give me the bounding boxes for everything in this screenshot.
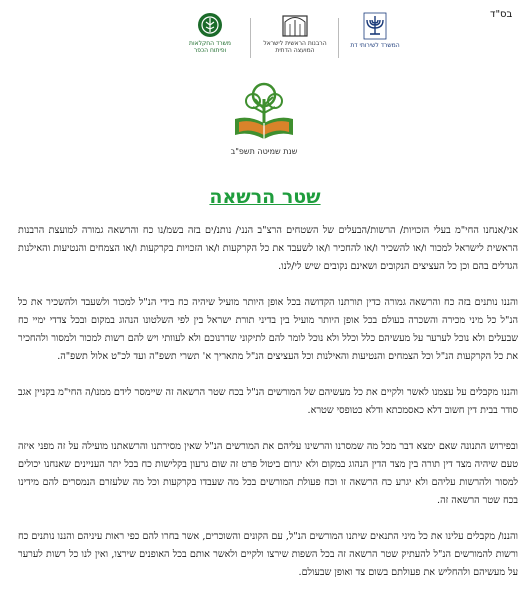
paragraph-5: והננו/ מקבלים עלינו את כל מיני התנאים שיתנו המורשים הנ"ל, עם הקונים והשוכרים, אשר בחרו להם כפי ראות עיניהם והננו נותנים כח ורשות להמורשים הנ"ל להעתיק שטר הרשאה זה בכל השפות שירצו ולקיים ולאשר אותם בכל האופנים שירצו, ואין לנו כל רשות לערער על מעשיהם ולהחליש את פעולתם בשום צד ואופן שבעולם. [18, 531, 518, 578]
document-title: שטר הרשאה [209, 186, 321, 208]
religion-caption: המשרד לשירותי דת [350, 42, 400, 49]
document-body [18, 222, 518, 600]
rabbinate-emblem-icon [280, 12, 310, 38]
shmita-caption: שנת שמיטה תשפ"ב [230, 147, 298, 156]
rabbinate-caption-line-1: הרבנות הראשית לישראל [263, 40, 327, 47]
paragraph-2: והננו נותנים בזה כח והרשאה גמורה כדין תורתנו הקדושה בכל אופן היותר מועיל שיהיה כח בידי הנ"ל למכור ולשעבד ולהשכיר את כל הנ"ל כל מיני מכירה והשכרה בעולם בכל אופן היותר מועיל בין בדיני תורת ישראל בין לפי השלטונו הנהוג במקום ובכל צדדי ימיי כח שבעלים ולא נוכל לערער על מעשיהם כלל וכלל ולא נוכל לומר להם לתיקוני שדרנוכם ולא לעוותי ויש להם רשות למכור ולמסור ולהחכיר את כל הקרקעות הנ"ל וכל הצמחים והנטיעות והאילנות וכל העציצים הנ"ל מתאריך א' תשרי תשפ"ה ועד לכ"ט אלול תשפ"ה. [18, 297, 518, 362]
chief-rabbinate-logo [260, 12, 330, 54]
bsd-mark: בס"ד [490, 9, 513, 20]
logo-divider [250, 18, 251, 58]
religious-services-ministry-logo [340, 12, 410, 49]
paragraph-1: אני/אנחנו החי"מ בעלי הזכויות/ הרשות/הבעלים של השטחים הרצ"ב הנני/ נותנ/ים בזה בשמ/נו כח והרשאה גמורה למועצת הרבנות הראשית לישראל למכור ו/או להשכיר ו/או להחכיר ו/או לשעבד את כל הקרקעות ו/או הזכויות בקרקעות ו/או הצמחים והנטיעות והאילנות הגדלים בהם וכן כל העציצים הנקובים ושאינם נקובים שיש לי/לנו. [18, 225, 518, 272]
book-tree-icon [229, 75, 299, 145]
shmita-logo [222, 75, 306, 167]
agriculture-emblem-icon [197, 12, 223, 38]
agriculture-ministry-logo [180, 12, 240, 54]
menorah-emblem-icon [363, 12, 387, 40]
header-logos [180, 12, 410, 66]
agriculture-caption-line-2: ופיתוח הכפר [193, 47, 227, 54]
rabbinate-caption-line-2: המועצה הדתית [275, 47, 315, 54]
agriculture-caption-line-1: משרד החקלאות [189, 40, 231, 47]
logo-divider [338, 18, 339, 58]
paragraph-4: ובפירוש התנונה שאם ימצא דבר מכל מה שמסרנו והרשינו עליהם את המורשים הנ"ל שאין מסירתנו והרשאתנו מועילה על זה מפני איזה טעם שיהיה מצד דין תורה בין מצד הדין הנהוג במקום ולא יגרום ביטול פרט זה שום גרעון בקלישות כח בכל יתר העניינים שאנחנו יכולים למסור ולהרשות עליהם ולא יגרע כח הרשאה זו וכח פעולת המורשים בכל מה שעבדו בקרקעות וכל מה שלעזרם הנמסרים להם מידינו בכח שטר הרשאה זה. [18, 441, 518, 506]
paragraph-3: והננו מקבלים על עצמנו לאשר ולקיים את כל מעשיהם של המורשים הנ"ל בכח שטר הרשאה זה שיימסר לידם ממנו/ה החי"מ בקניין אגב סודר בבית דין חשוב דלא כאסמכתא ודלא כטופסי שטרא. [18, 387, 518, 416]
